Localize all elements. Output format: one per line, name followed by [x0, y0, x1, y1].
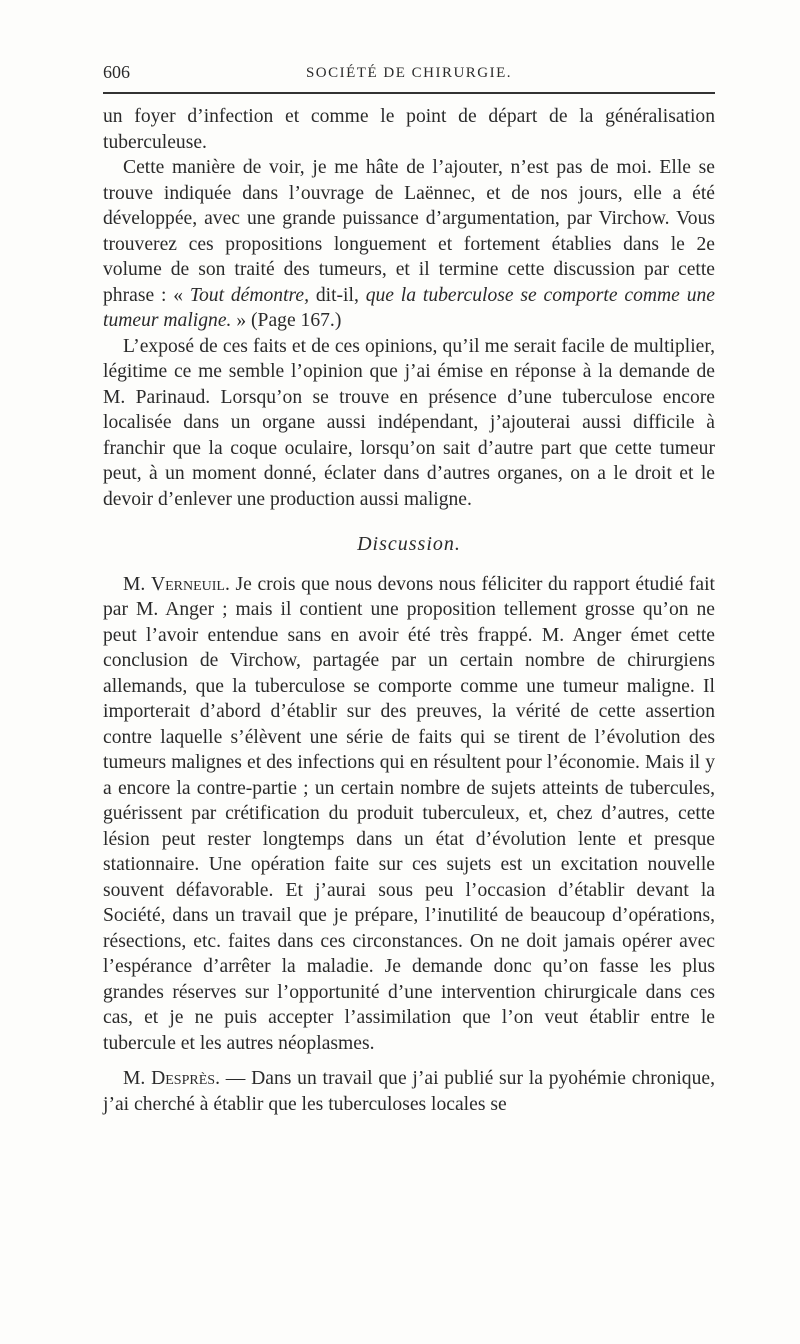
- running-title: SOCIÉTÉ DE CHIRURGIE.: [305, 65, 513, 81]
- paragraph-2: [103, 155, 715, 334]
- paragraph-1: un foyer d’infection et comme le point de départ de la généralisation tuberculeuse.: [103, 106, 715, 153]
- paragraph-2-quote-1: Tout démontre,: [189, 284, 310, 306]
- header-rule: [103, 92, 715, 94]
- page: [103, 58, 715, 1117]
- speaker-despres: Desprès: [151, 1068, 216, 1089]
- paragraph-2-text-a: Cette manière de voir, je me hâte de l’ajouter, n’est pas de moi. Elle se trouve indiquée dans l’ouvrage de Laënnec, et de nos jours, elle a été développée, avec une grande puissance d’argumentation, par Virchow. Vous trouverez ces propositions longuement et fortement établies dans le 2e volume de son traité des tumeurs, et il termine cette discussion par cette phrase : «: [103, 157, 715, 306]
- verneuil-text: . Je crois que nous devons nous féliciter du rapport étudié fait par M. Anger ; mais il contient une proposition tellement grosse qu’on ne peut l’avoir entendue sans en avoir été très frappé. M. Anger émet cette conclusion de Virchow, partagée par un certain nombre de chirurgiens allemands, que la tuberculose se comporte comme une tumeur maligne. Il importerait d’abord d’établir sur des preuves, la vérité de cette assertion contre laquelle s’élèvent une série de faits qui se tirent de l’évolution des tumeurs malignes et des infections qui en résultent pour l’économie. Mais il y a encore la contre-partie ; un certain nombre de sujets atteints de tubercules, guérissent par crétification du produit tuberculeux, et, chez d’autres, cette lésion peut rester longtemps dans un état d’évolution lente et presque stationnaire. Une opération faite sur ces sujets est un excitation nouvelle souvent défavorable. Et j’aurai sous peu l’occasion d’établir devant la Société, dans un travail que je prépare, l’inutilité de beaucoup d’opérations, résections, etc. faites dans ces circonstances. On ne doit jamais opérer avec l’espérance d’arrêter la maladie. Je demande donc qu’on fasse les plus grandes réserves sur l’opportunité d’une intervention chirurgicale dans ces cas, et je ne puis accepter l’assimilation que l’on veut établir entre le tubercule et les autres néoplasmes.: [103, 573, 715, 1054]
- despres-prefix: M.: [123, 1068, 152, 1089]
- page-number: 606: [103, 62, 130, 82]
- paragraph-verneuil: [103, 572, 715, 1057]
- verneuil-prefix: M.: [123, 573, 151, 595]
- paragraph-despres: [103, 1066, 715, 1117]
- speaker-verneuil: Verneuil: [150, 573, 225, 595]
- page-header: [103, 58, 715, 88]
- body-text: [103, 104, 715, 1117]
- section-title: Discussion.: [357, 533, 461, 555]
- paragraph-2-quote-2: que la tuberculose se comporte comme une tumeur maligne.: [103, 284, 715, 331]
- paragraph-3: L’exposé de ces faits et de ces opinions, qu’il me serait facile de multiplier, légitime ce me semble l’opinion que j’ai émise en réponse à la demande de M. Parinaud. Lorsqu’on se trouve en présence d’une tuberculose encore localisée dans un organe aussi indépendant, j’ajouterai aussi difficile à franchir que la coque oculaire, lorsqu’on sait d’autre part que cette tumeur peut, à un moment donné, éclater dans d’autres organes, on a le droit et le devoir d’enlever une production aussi maligne.: [103, 335, 715, 510]
- paragraph-2-text-c: » (Page 167.): [231, 310, 342, 331]
- despres-text: . — Dans un travail que j’ai publié sur la pyohémie chronique, j’ai cherché à établir que les tuberculoses locales se: [103, 1068, 715, 1115]
- paragraph-2-text-b: dit-il,: [309, 284, 366, 306]
